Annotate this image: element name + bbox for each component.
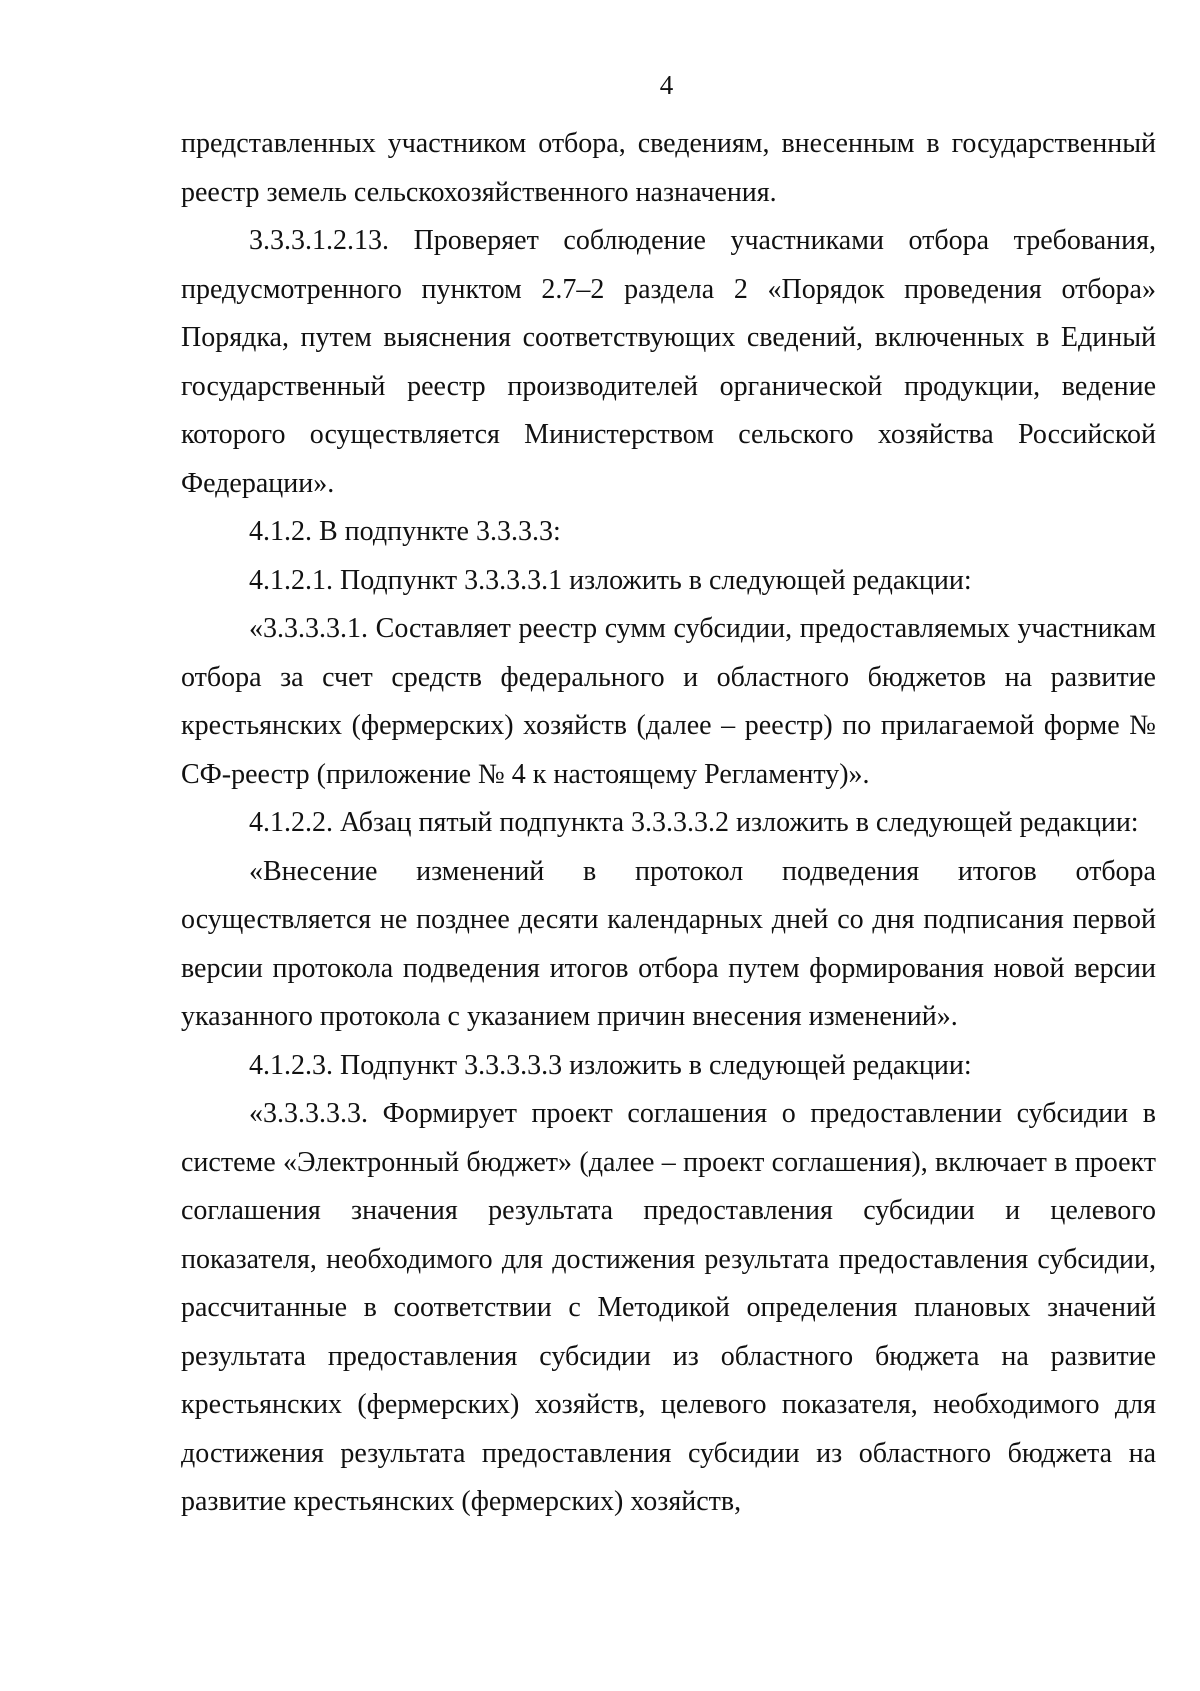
paragraph-4-1-2: 4.1.2. В подпункте 3.3.3.3: — [249, 516, 561, 547]
page-number: 4 — [659, 70, 674, 100]
paragraph-3-3-3-3-1-quote: «3.3.3.3.1. Составляет реестр сумм субсидии, предоставляемых участникам отбора за счет средств федерального и областного бюджетов на развитие крестьянских (фермерских) хозяйств (далее – реестр) по прилагаемой форме № СФ-реестр (приложение № 4 к настоящему Регламенту)». — [181, 613, 1156, 790]
paragraph-4-1-2-3: 4.1.2.3. Подпункт 3.3.3.3.3 изложить в следующей редакции: — [249, 1049, 972, 1081]
paragraph-amendment-quote: «Внесение изменений в протокол подведения итогов отбора осуществляется не позднее десяти календарных дней со дня подписания первой версии протокола подведения итогов отбора путем формирования новой версии указанного протокола с указанием причин внесения изменений». — [181, 855, 1156, 1032]
paragraph-4-1-2-1: 4.1.2.1. Подпункт 3.3.3.3.1 изложить в следующей редакции: — [249, 564, 972, 596]
paragraph-continuation: представленных участником отбора, сведениям, внесенным в государственный реестр земель сельскохозяйственного назначения. — [181, 128, 1156, 208]
paragraph-4-1-2-2: 4.1.2.2. Абзац пятый подпункта 3.3.3.3.2 изложить в следующей редакции: — [249, 807, 1139, 838]
paragraph-3-3-3-3-3-quote: «3.3.3.3.3. Формирует проект соглашения о предоставлении субсидии в системе «Электронный бюджет» (далее – проект соглашения), включает в проект соглашения значения результата предоставления субсидии и целевого показателя, необходимого для достижения результата предоставления субсидии, рассчитанные в соответствии с Методикой определения плановых значений результата предоставления субсидии из областного бюджета на развитие крестьянских (фермерских) хозяйств, целевого показателя, необходимого для достижения результата предоставления субсидии из областного бюджета на развитие крестьянских (фермерских) хозяйств, — [181, 1098, 1156, 1517]
document-body — [181, 120, 1156, 1527]
paragraph-3-3-3-1-2-13: 3.3.3.1.2.13. Проверяет соблюдение участниками отбора требования, предусмотренного пунктом 2.7–2 раздела 2 «Порядок проведения отбора» Порядка, путем выяснения соответствующих сведений, включенных в Единый государственный реестр производителей органической продукции, ведение которого осуществляется Министерством сельского хозяйства Российской Федерации». — [181, 225, 1156, 499]
